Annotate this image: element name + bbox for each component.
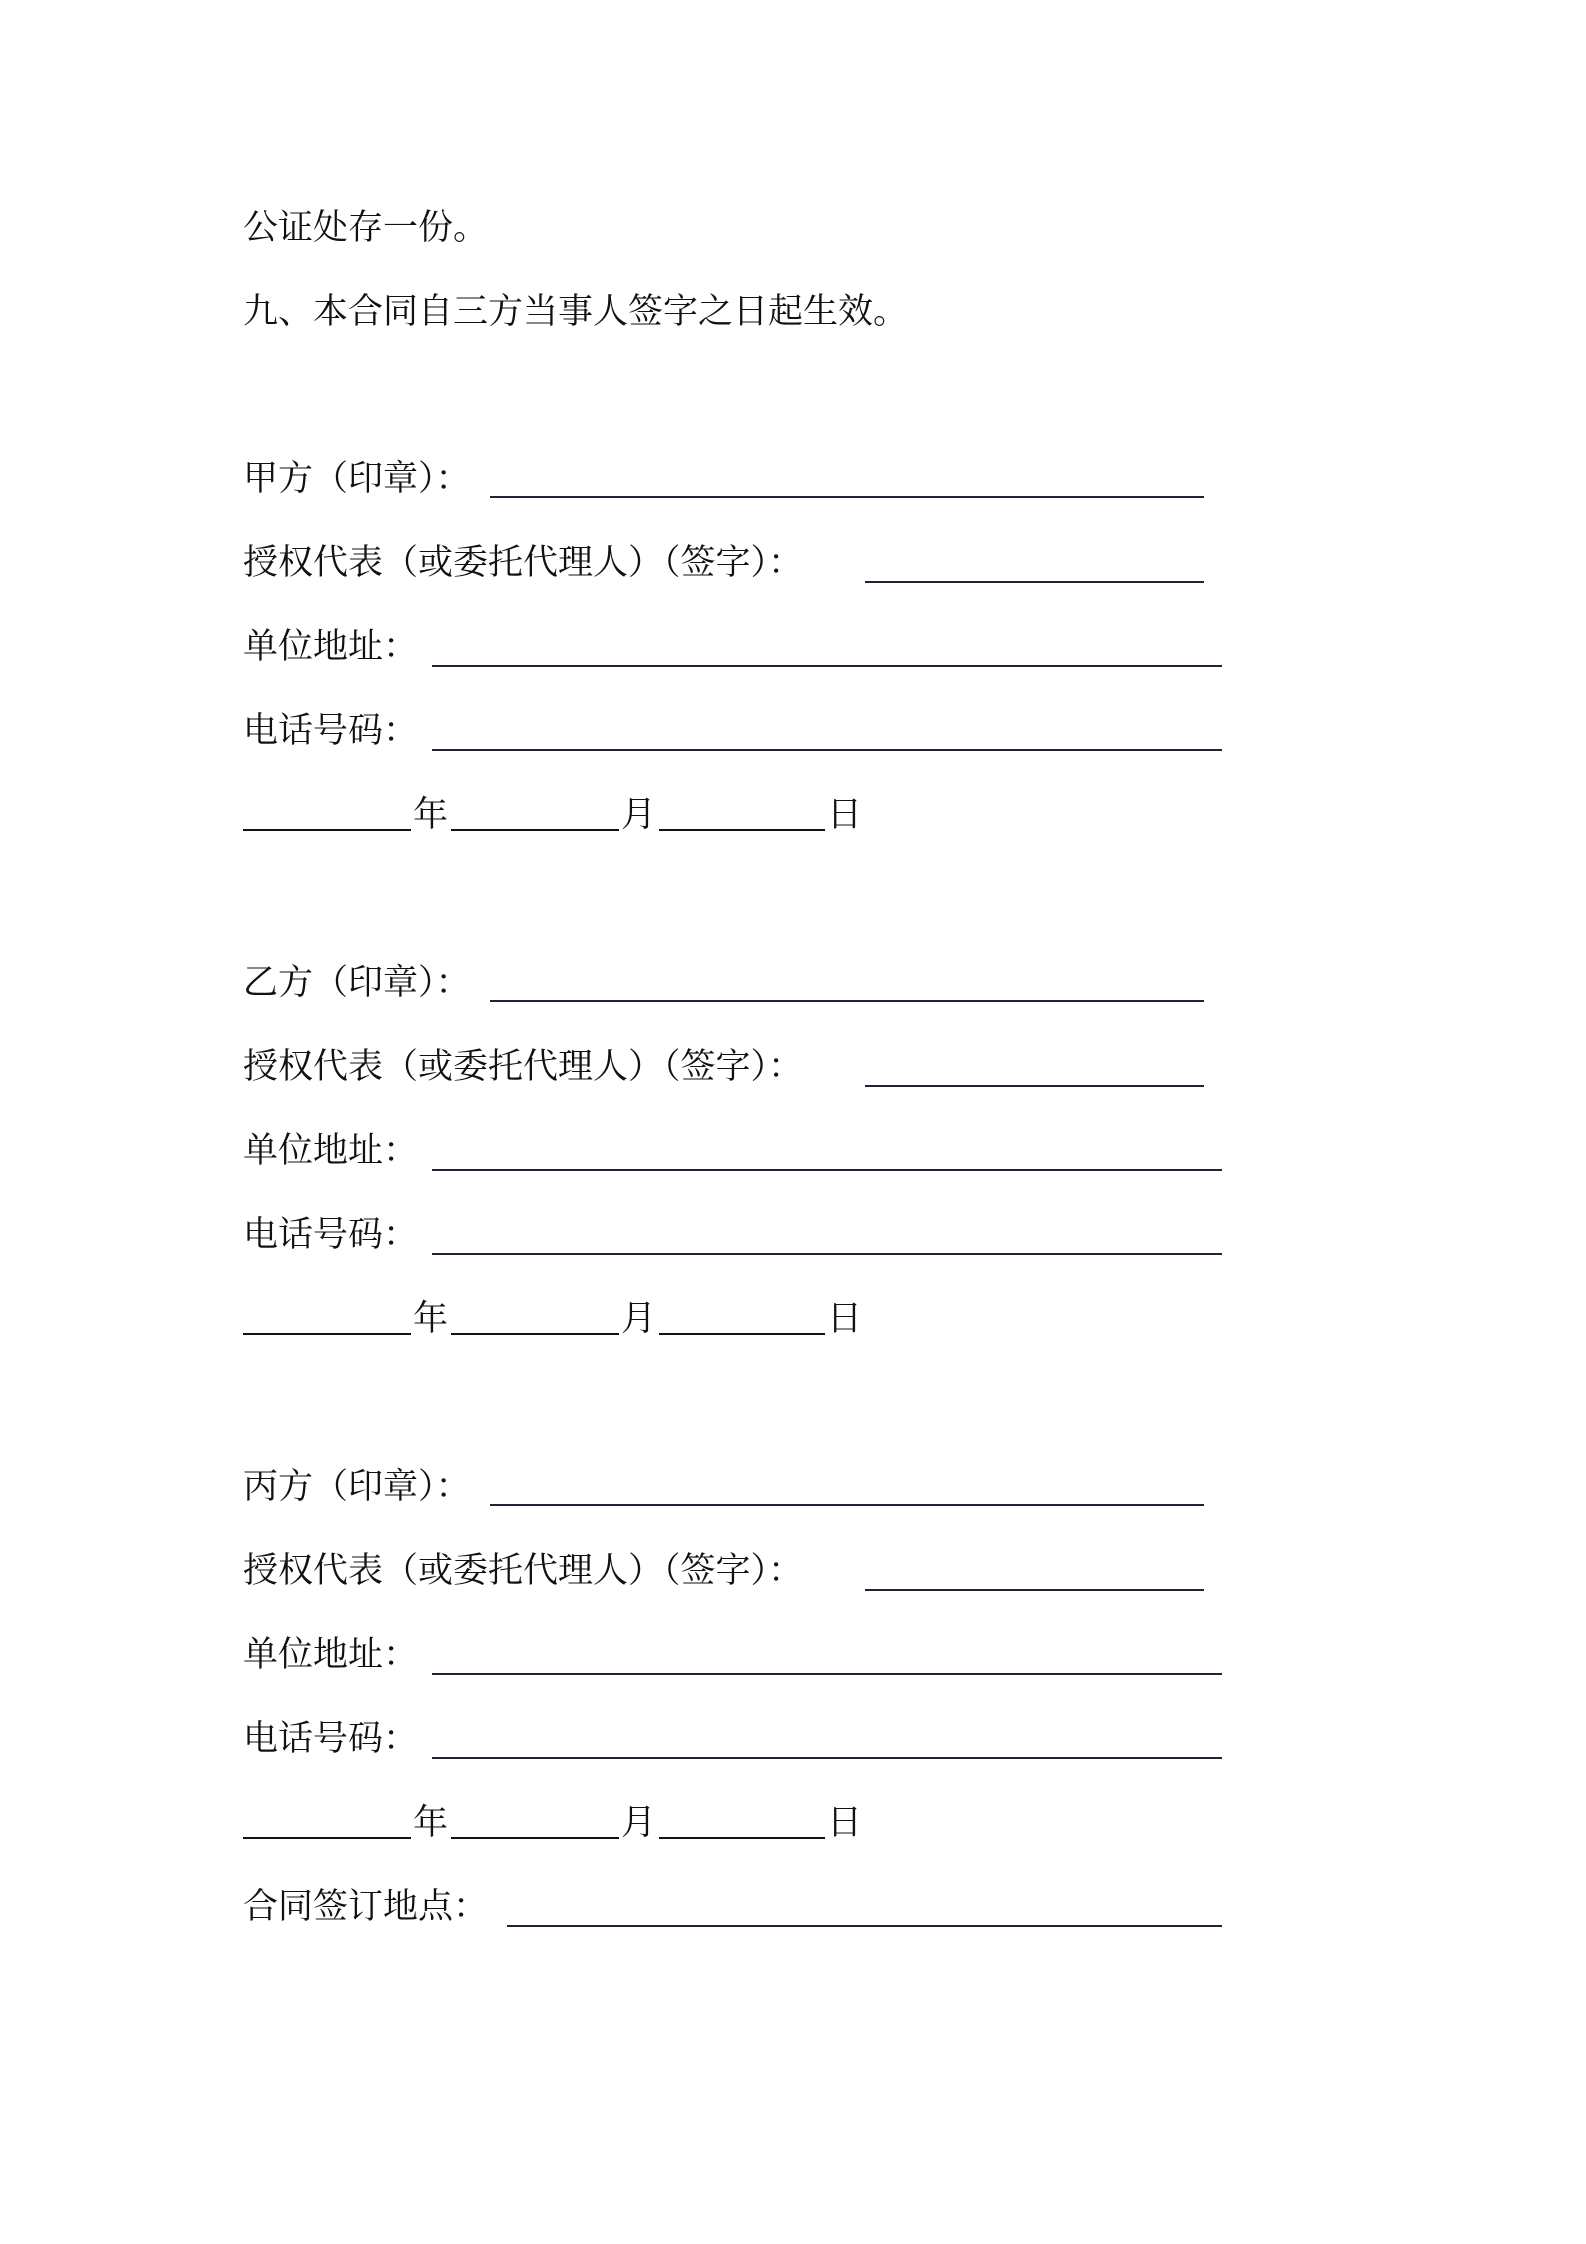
party-c-rep-label: 授权代表（或委托代理人）（签字）：	[243, 1551, 804, 1591]
party-a-address-label: 单位地址：	[243, 627, 419, 667]
party-c-phone-label: 电话号码：	[243, 1719, 419, 1759]
party-a-year-label: 年	[413, 795, 449, 835]
party-b-day-field[interactable]	[659, 1333, 825, 1335]
intro-line-2: 九、本合同自三方当事人签字之日起生效。	[243, 292, 909, 332]
party-c-day-label: 日	[827, 1803, 863, 1843]
party-b-address-field[interactable]	[432, 1169, 1222, 1171]
party-c-month-label: 月	[621, 1803, 657, 1843]
party-c-phone-field[interactable]	[432, 1757, 1222, 1759]
party-a-year-field[interactable]	[243, 829, 411, 831]
party-b-seal-field[interactable]	[490, 1000, 1204, 1002]
signing-place-label: 合同签订地点：	[243, 1887, 489, 1927]
party-a-seal-field[interactable]	[490, 496, 1204, 498]
party-b-phone-field[interactable]	[432, 1253, 1222, 1255]
party-b-year-label: 年	[413, 1299, 449, 1339]
party-a-day-label: 日	[827, 795, 863, 835]
party-b-address-label: 单位地址：	[243, 1131, 419, 1171]
party-a-phone-label: 电话号码：	[243, 711, 419, 751]
party-c-address-field[interactable]	[432, 1673, 1222, 1675]
party-a-date-line	[243, 793, 863, 837]
party-b-rep-label: 授权代表（或委托代理人）（签字）：	[243, 1047, 804, 1087]
party-c-month-field[interactable]	[451, 1837, 619, 1839]
party-b-seal-label: 乙方（印章）：	[243, 963, 471, 1003]
party-c-year-label: 年	[413, 1803, 449, 1843]
party-a-month-field[interactable]	[451, 829, 619, 831]
party-c-seal-field[interactable]	[490, 1504, 1204, 1506]
party-c-date-line	[243, 1801, 863, 1845]
signing-place-field[interactable]	[507, 1925, 1222, 1927]
party-a-address-field[interactable]	[432, 665, 1222, 667]
party-c-rep-field[interactable]	[865, 1589, 1204, 1591]
party-a-seal-label: 甲方（印章）：	[243, 459, 471, 499]
party-b-day-label: 日	[827, 1299, 863, 1339]
party-b-phone-label: 电话号码：	[243, 1215, 419, 1255]
party-a-phone-field[interactable]	[432, 749, 1222, 751]
party-a-month-label: 月	[621, 795, 657, 835]
party-a-rep-field[interactable]	[865, 581, 1204, 583]
party-b-year-field[interactable]	[243, 1333, 411, 1335]
party-b-rep-field[interactable]	[865, 1085, 1204, 1087]
party-c-year-field[interactable]	[243, 1837, 411, 1839]
party-c-seal-label: 丙方（印章）：	[243, 1467, 471, 1507]
party-c-address-label: 单位地址：	[243, 1635, 419, 1675]
party-b-month-field[interactable]	[451, 1333, 619, 1335]
party-a-rep-label: 授权代表（或委托代理人）（签字）：	[243, 543, 804, 583]
party-b-month-label: 月	[621, 1299, 657, 1339]
party-c-day-field[interactable]	[659, 1837, 825, 1839]
intro-line-1: 公证处存一份。	[243, 208, 489, 248]
party-b-date-line	[243, 1297, 863, 1341]
party-a-day-field[interactable]	[659, 829, 825, 831]
